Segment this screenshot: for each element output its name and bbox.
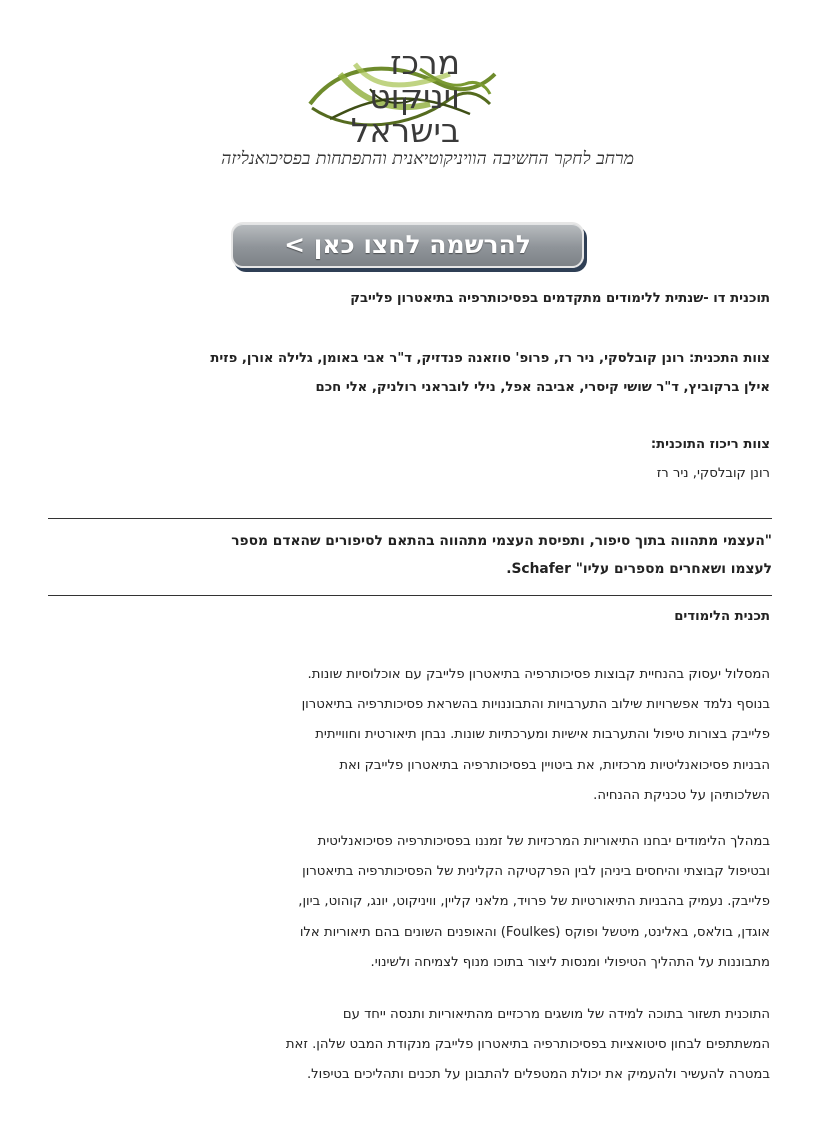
- logo-name-line: ויניקוט: [369, 77, 460, 116]
- quote-block: [48, 518, 772, 596]
- staff-section: [48, 344, 770, 402]
- paragraph-line: השלכותיהן על טכניקת ההנחיה.: [593, 787, 770, 803]
- paragraph-line: המסלול יעסוק בהנחיית קבוצות פסיכותרפיה בתיאטרון פלייבק עם אוכלוסיות שונות.: [307, 667, 770, 682]
- register-button[interactable]: להרשמה לחצו כאן >: [231, 222, 584, 268]
- studies-heading-text: תכנית הלימודים: [674, 609, 770, 624]
- paragraph-line: פלייבק בצורות טיפול והתערבות אישיות ומערכתיות שונות. נבחן תיאורטית וחווייתית: [315, 727, 770, 743]
- logo-name: [340, 43, 460, 150]
- logo: [180, 40, 640, 190]
- paragraph-line: במהלך הלימודים יבחנו התיאוריות המרכזיות של זמננו בפסיכותרפיה פסיכואנליטית: [317, 834, 770, 849]
- register-button-wrap: [231, 222, 586, 270]
- program-title: [48, 284, 770, 313]
- coordination-names: רונן קובלסקי, ניר רז: [656, 466, 770, 481]
- paragraph-line: בנוסף נלמד אפשרויות שילוב התערבויות והתבוננויות בהשראת פסיכותרפיה בתיאטרון: [301, 697, 770, 713]
- paragraph-line: אוגדן, בולאס, באלינט, מיטשל ופוקס (Foulkes) והאופנים השונים בהם תיאוריות אלו: [299, 924, 770, 940]
- quote-text: [48, 527, 772, 583]
- paragraph: [48, 660, 770, 811]
- quote-line: "העצמי מתהווה בתוך סיפור, ותפיסת העצמי מתהווה בהתאם לסיפורים שהאדם מספר: [231, 533, 772, 549]
- paragraph-line: פלייבק. נעמיק בהבניות התיאורטיות של פרויד, מלאני קליין, וויניקוט, יונג, קוהוט, ביון,: [298, 894, 770, 910]
- staff-line: אילן ברקוביץ, ד"ר שושי קיסרי, אביבה אפל, נילי לובראני רולניק, אלי חכם: [315, 380, 770, 395]
- paragraph-line: ובטיפול קבוצתי והיחסים ביניהן לבין הפרקטיקה הקלינית של הפסיכותרפיה בתיאטרון: [302, 864, 770, 880]
- staff-line: [48, 344, 770, 373]
- studies-heading: [48, 602, 770, 631]
- quote-line: לעצמו ושאחרים מספרים עליו" Schafer.: [506, 561, 772, 577]
- staff-label: צוות התכנית:: [689, 351, 770, 366]
- staff-names: רונן קובלסקי, ניר רז, פרופ' סוזאנה פנדזיק, ד"ר אבי באומן, גלילה אורן, פזית: [210, 351, 690, 366]
- logo-name-line: בישראל: [350, 111, 460, 150]
- paragraph: [48, 1000, 770, 1091]
- paragraph: [48, 827, 770, 978]
- coordination-section: [48, 430, 770, 488]
- paragraph-line: הבניות פסיכואנליטיות מרכזיות, את ביטויין בפסיכותרפיה בתיאטרון פלייבק ואת: [339, 757, 770, 773]
- logo-name-line: מרכז: [390, 43, 460, 82]
- paragraph-line: במטרה להעשיר ולהעמיק את יכולת המטפלים להתבונן על תכנים ותהליכים בטיפול.: [306, 1067, 770, 1083]
- coordination-label: צוות ריכוז התוכנית:: [650, 437, 770, 452]
- program-title-text: תוכנית דו -שנתית ללימודים מתקדמים בפסיכותרפיה בתיאטרון פלייבק: [350, 291, 770, 306]
- paragraph-line: המשתתפים לבחון סיטואציות בפסיכותרפיה בתיאטרון פלייבק מנקודת המבט שלהן. זאת: [285, 1037, 770, 1053]
- logo-tagline: מרחב לחקר החשיבה הוויניקוטיאנית והתפתחות בפסיכואנליזה: [221, 149, 634, 169]
- paragraph-line: התוכנית תשזור בתוכה למידה של מושגים מרכזיים מהתיאוריות ותנסה ייחד עם: [342, 1007, 770, 1022]
- paragraph-line: מתבוננות על התהליך הטיפולי ומנסות ליצור בתוכו מנוף לצמיחה ולשינוי.: [370, 954, 770, 970]
